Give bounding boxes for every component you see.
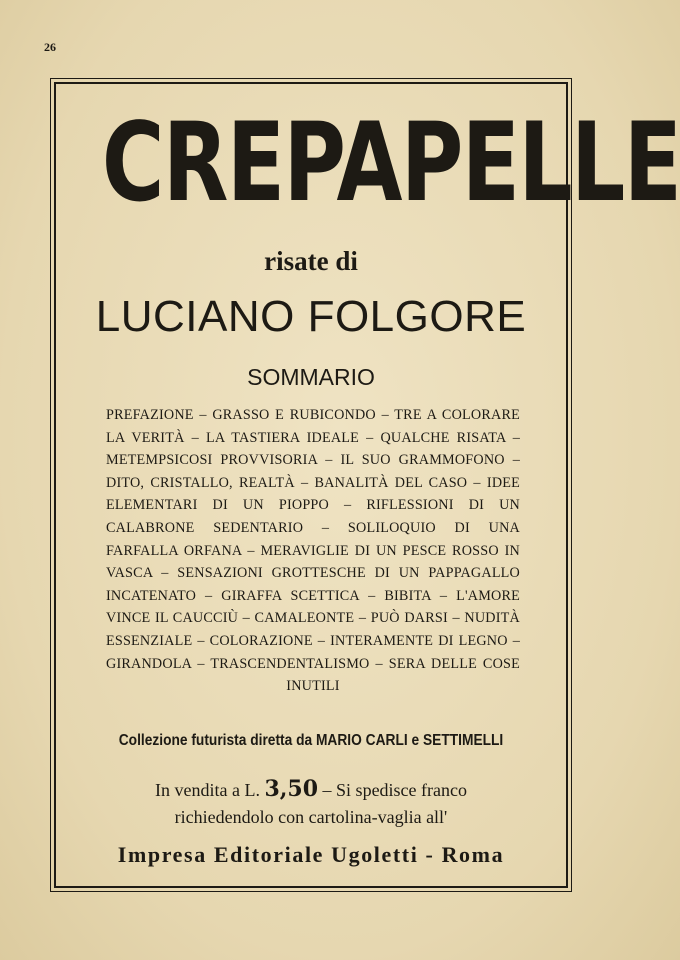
sommario-heading: SOMMARIO [247, 364, 375, 390]
book-title: CREPAPELLE [101, 97, 680, 227]
publisher-line: Impresa Editoriale Ugoletti - Roma [117, 842, 505, 867]
author-name: LUCIANO FOLGORE [95, 292, 527, 341]
sale-line-2: richiedendolo con cartolina-vaglia all' [174, 807, 448, 827]
book-subtitle: risate di [264, 246, 358, 276]
sale-info [56, 776, 566, 831]
sale-price: 3,50 [264, 776, 319, 802]
sale-suffix: – Si spedisce franco [322, 780, 468, 800]
collection-line: Collezione futurista diretta da MARIO CARLI e SETTIMELLI [118, 732, 504, 749]
sale-prefix: In vendita a L. [154, 780, 260, 800]
page-number: 26 [44, 40, 56, 54]
advertisement-frame [54, 82, 680, 888]
table-of-contents: PREFAZIONE – GRASSO E RUBICONDO – TRE A COLORARE LA VERITÀ – LA TASTIERA IDEALE – QUALCHE RISATA – METEMPSICOSI PROVVISORIA – IL SUO GRAMMOFONO – DITO, CRISTALLO, REALTÀ – BANALITÀ DEL CASO – IDEE ELEMENTARI DI UN PIOPPO – RIFLESSIONI DI UN CALABRONE SEDENTARIO – SOLILOQUIO DI UNA FARFALLA ORFANA – MERAVIGLIE DI UN PESCE ROSSO IN VASCA – SENSAZIONI GROTTESCHE DI UN PAPPAGALLO INCATENATO – GIRAFFA SCETTICA – BIBITA – L'AMORE VINCE IL CAUCCIÙ – CAMALEONTE – PUÒ DARSI – NUDITÀ ESSENZIALE – COLORAZIONE – INTERAMENTE DI LEGNO – GIRANDOLA – TRASCENDENTALISMO – SERA DELLE COSE INUTILI [106, 407, 520, 695]
